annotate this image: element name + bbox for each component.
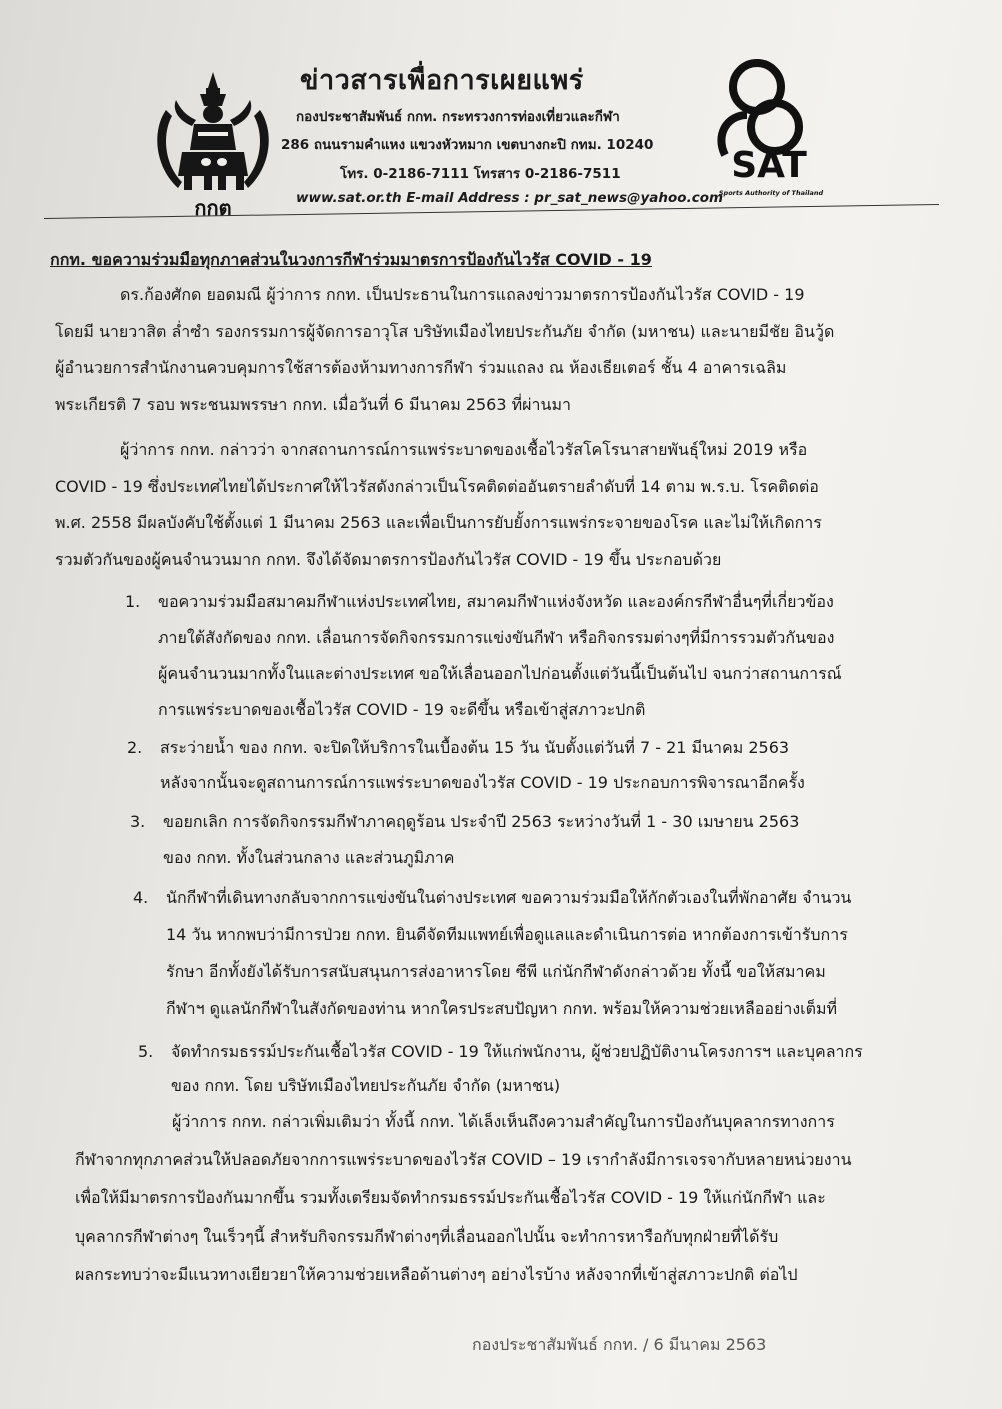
header-web-email: www.sat.or.th E-mail Address : pr_sat_news@yahoo.com — [296, 190, 724, 206]
list-item-line: รักษา อีกทั้งยังได้รับการสนับสนุนการส่งอาหารโดย ซีพี แก่นักกีฬาดังกล่าวด้วย ทั้งนี้ ขอให้สมาคม — [166, 962, 826, 981]
paragraph-line: รวมตัวกันของผู้คนจำนวนมาก กกท. จึงได้จัดมาตรการป้องกันไวรัส COVID - 19 ขึ้น ประกอบด้วย — [55, 550, 722, 569]
paragraph-line: ผู้อำนวยการสำนักงานควบคุมการใช้สารต้องห้ามทางการกีฬา ร่วมแถลง ณ ห้องเธียเตอร์ ชั้น 4 อาคารเฉลิม — [55, 358, 787, 377]
list-item-line: ขอยกเลิก การจัดกิจกรรมกีฬาภาคฤดูร้อน ประจำปี 2563 ระหว่างวันที่ 1 - 30 เมษายน 2563 — [163, 812, 800, 831]
paragraph-line: ผลกระทบว่าจะมีแนวทางเยียวยาให้ความช่วยเหลือด้านต่างๆ อย่างไรบ้าง หลังจากที่เข้าสู่สภาวะปกติ ต่อไป — [75, 1265, 798, 1284]
header-department: กองประชาสัมพันธ์ กกท. กระทรวงการท่องเที่ยวและกีฬา — [296, 109, 620, 125]
list-item-number: 3. — [130, 812, 146, 831]
list-item-line: ผู้คนจำนวนมากทั้งในและต่างประเทศ ขอให้เลื่อนออกไปก่อนตั้งแต่วันนี้เป็นต้นไป จนกว่าสถานการณ์ — [158, 664, 842, 683]
list-item-line: สระว่ายน้ำ ของ กกท. จะปิดให้บริการในเบื้องต้น 15 วัน นับตั้งแต่วันที่ 7 - 21 มีนาคม 2563 — [160, 738, 790, 757]
paragraph-line: โดยมี นายวาสิต ล่ำซำ รองกรรมการผู้จัดการอาวุโส บริษัทเมืองไทยประกันภัย จำกัด (มหาชน) และนายมีชัย อินวู้ด — [55, 322, 835, 341]
header-title: ข่าวสารเพื่อการเผยแพร่ — [300, 65, 584, 96]
paragraph-line: พ.ศ. 2558 มีผลบังคับใช้ตั้งแต่ 1 มีนาคม 2563 และเพื่อเป็นการยับยั้งการแพร่กระจายของโรค และไม่ให้เกิดการ — [55, 513, 822, 532]
list-item-number: 4. — [133, 888, 149, 907]
headline: กกท. ขอความร่วมมือทุกภาคส่วนในวงการกีฬาร่วมมาตรการป้องกันไวรัส COVID - 19 — [50, 250, 652, 269]
list-item-line: ของ กกท. ทั้งในส่วนกลาง และส่วนภูมิภาค — [163, 848, 455, 867]
paragraph-line: พระเกียรติ 7 รอบ พระชนมพรรษา กกท. เมื่อวันที่ 6 มีนาคม 2563 ที่ผ่านมา — [55, 395, 571, 414]
svg-text:Sports Authority of Thailand: Sports Authority of Thailand — [718, 189, 824, 197]
list-item-line: หลังจากนั้นจะดูสถานการณ์การแพร่ระบาดของไวรัส COVID - 19 ประกอบการพิจารณาอีกครั้ง — [160, 773, 805, 792]
list-item-line: การแพร่ระบาดของเชื้อไวรัส COVID - 19 จะดีขึ้น หรือเข้าสู่สภาวะปกติ — [158, 700, 646, 719]
paragraph-line: ดร.ก้องศักด ยอดมณี ผู้ว่าการ กกท. เป็นประธานในการแถลงข่าวมาตรการป้องกันไวรัส COVID - 19 — [120, 285, 805, 304]
paragraph-line: เพื่อให้มีมาตรการป้องกันมากขึ้น รวมทั้งเตรียมจัดทำกรมธรรม์ประกันเชื้อไวรัส COVID - 19 ให้แก่นักกีฬา และ — [75, 1188, 826, 1207]
list-item-number: 1. — [125, 592, 141, 611]
list-item-number: 5. — [138, 1042, 154, 1061]
paragraph-line: COVID - 19 ซึ่งประเทศไทยได้ประกาศให้ไวรัสดังกล่าวเป็นโรคติดต่ออันตรายลำดับที่ 14 ตาม พ.ร.บ. โรคติดต่อ — [55, 477, 819, 496]
paragraph-line: ผู้ว่าการ กกท. กล่าวเพิ่มเติมว่า ทั้งนี้ กกท. ได้เล็งเห็นถึงความสำคัญในการป้องกันบุคลากรทางการ — [172, 1112, 835, 1131]
list-item-line: ภายใต้สังกัดของ กกท. เลื่อนการจัดกิจกรรมการแข่งขันกีฬา หรือกิจกรรมต่างๆที่มีการรวมตัวกันของ — [158, 628, 835, 647]
header-phone: โทร. 0-2186-7111 โทรสาร 0-2186-7511 — [340, 166, 621, 182]
list-item-number: 2. — [127, 738, 143, 757]
paragraph-line: กีฬาจากทุกภาคส่วนให้ปลอดภัยจากการแพร่ระบาดของไวรัส COVID – 19 เรากำลังมีการเจรจากับหลายหน่วยงาน — [75, 1150, 852, 1169]
paragraph-line: ผู้ว่าการ กกท. กล่าวว่า จากสถานการณ์การแพร่ระบาดของเชื้อไวรัสโคโรนาสายพันธุ์ใหม่ 2019 หรือ — [120, 440, 808, 459]
list-item-line: กีฬาฯ ดูแลนักกีฬาในสังกัดของท่าน หากใครประสบปัญหา กกท. พร้อมให้ความช่วยเหลืออย่างเต็มที่ — [166, 999, 838, 1018]
svg-text:SAT: SAT — [731, 145, 807, 186]
header-address: 286 ถนนรามคำแหง แขวงหัวหมาก เขตบางกะปิ กทม. 10240 — [281, 137, 654, 153]
emblem-lettering: กกต — [194, 196, 232, 220]
paragraph-line: บุคลากรกีฬาต่างๆ ในเร็วๆนี้ สำหรับกิจกรรมกีฬาต่างๆที่เลื่อนออกไปนั้น จะทำการหารือกับทุกฝ่ายที่ได้รับ — [75, 1227, 779, 1246]
list-item-line: นักกีฬาที่เดินทางกลับจากการแข่งขันในต่างประเทศ ขอความร่วมมือให้กักตัวเองในที่พักอาศัย จำนวน — [166, 888, 852, 907]
list-item-line: จัดทำกรมธรรม์ประกันเชื้อไวรัส COVID - 19 ให้แก่พนักงาน, ผู้ช่วยปฏิบัติงานโครงการฯ และบุคลากร — [171, 1042, 863, 1061]
list-item-line: 14 วัน หากพบว่ามีการป่วย กกท. ยินดีจัดทีมแพทย์เพื่อดูแลและดำเนินการต่อ หากต้องการเข้ารับการ — [166, 925, 848, 944]
list-item-line: ขอความร่วมมือสมาคมกีฬาแห่งประเทศไทย, สมาคมกีฬาแห่งจังหวัด และองค์กรกีฬาอื่นๆที่เกี่ยวข้อง — [158, 592, 834, 611]
list-item-line: ของ กกท. โดย บริษัทเมืองไทยประกันภัย จำกัด (มหาชน) — [171, 1076, 561, 1095]
footer-signature: กองประชาสัมพันธ์ กกท. / 6 มีนาคม 2563 — [472, 1335, 767, 1354]
